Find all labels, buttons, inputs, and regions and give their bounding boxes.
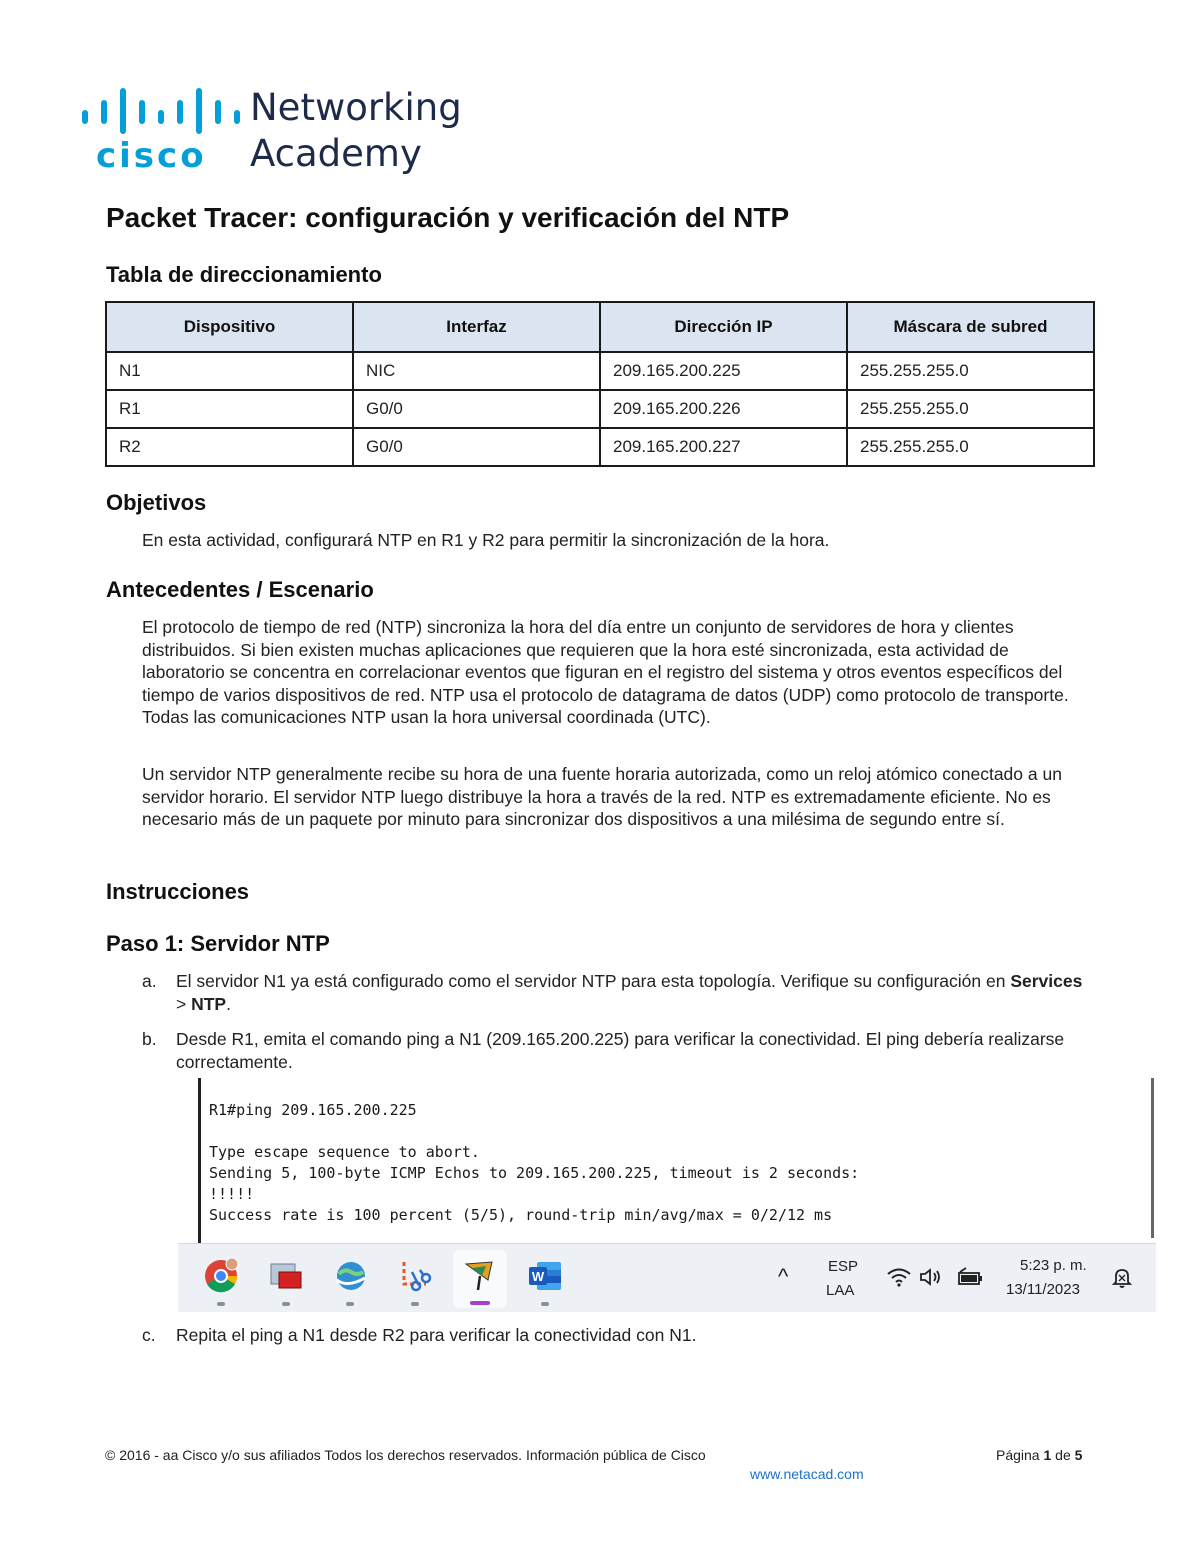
active-app-indicator <box>470 1301 490 1305</box>
table-cell: 255.255.255.0 <box>847 390 1094 428</box>
svg-text:W: W <box>531 1269 545 1284</box>
objectives-heading: Objetivos <box>106 490 207 515</box>
footer-copyright: © 2016 - aa Cisco y/o sus afiliados Todos los derechos reservados. Información pública de Cisco <box>105 1447 706 1463</box>
list-marker: b. <box>142 1029 157 1049</box>
terminal-output: R1#ping 209.165.200.225 Type escape sequence to abort. Sending 5, 100-byte ICMP Echos to 209.165.200.225, timeout is 2 seconds: !!!!! Success rate is 100 percent (5/5), round-trip min/avg/max = 0/2/12 ms <box>209 1101 860 1224</box>
services-label: Services <box>1010 971 1083 991</box>
table-cell: 209.165.200.226 <box>600 390 847 428</box>
table-cell: R1 <box>106 390 353 428</box>
column-header: Dirección IP <box>600 302 847 352</box>
column-header: Máscara de subred <box>847 302 1094 352</box>
cisco-wordmark: cisco <box>96 136 207 176</box>
background-paragraph-1: El protocolo de tiempo de red (NTP) sincroniza la hora del día entre un conjunto de servidores de hora y clientes distribuidos. Si bien existen muchas aplicaciones que requieren que la hora esté sincronizada, esta actividad de laboratorio se concentra en correlacionar eventos que figuran en el registro del sistema y otros eventos específicos del tiempo de varios dispositivos de red. NTP usa el protocolo de datagrama de datos (UDP) como protocolo de transporte. Todas las comunicaciones NTP usan la hora universal coordinada (UTC). <box>142 617 1069 728</box>
cisco-networking-academy-logo <box>82 86 482 182</box>
packet-tracer-icon[interactable] <box>462 1258 498 1294</box>
step-a-text: El servidor N1 ya está configurado como el servidor NTP para esta topología. Verifique su configuración en Services > NTP. <box>176 971 1083 1014</box>
table-row <box>106 352 1094 390</box>
table-cell: 255.255.255.0 <box>847 428 1094 466</box>
background-heading: Antecedentes / Escenario <box>106 577 374 602</box>
table-heading: Tabla de direccionamiento <box>106 262 382 287</box>
background-paragraph-2: Un servidor NTP generalmente recibe su hora de una fuente horaria autorizada, como un reloj atómico conectado a un servidor horario. El servidor NTP luego distribuye la hora a través de la red. NTP es extremadamente eficiente. No es necesario más de un paquete por minuto para sincronizar dos dispositivos a una milésima de segundo entre sí. <box>142 764 1062 830</box>
logo-academy-text: Academy <box>250 132 422 175</box>
clock-time[interactable]: 5:23 p. m. <box>1020 1257 1087 1274</box>
table-row <box>106 390 1094 428</box>
ntp-label: NTP <box>191 993 227 1014</box>
app-indicator <box>217 1302 225 1306</box>
keyboard-layout[interactable]: LAA <box>826 1282 855 1299</box>
document-title: Packet Tracer: configuración y verificación del NTP <box>106 202 790 233</box>
chrome-icon[interactable] <box>203 1258 239 1294</box>
app-indicator <box>541 1302 549 1306</box>
table-cell: NIC <box>353 352 600 390</box>
step-c-text: Repita el ping a N1 desde R2 para verificar la conectividad con N1. <box>176 1325 697 1345</box>
battery-icon[interactable] <box>956 1266 984 1288</box>
notification-bell-icon[interactable] <box>1110 1266 1134 1290</box>
app-indicator <box>346 1302 354 1306</box>
presentation-icon[interactable] <box>268 1258 304 1294</box>
language-code[interactable]: ESP <box>828 1258 859 1275</box>
table-header-row <box>106 302 1094 352</box>
table-cell: R2 <box>106 428 353 466</box>
list-marker: a. <box>142 971 157 991</box>
table-row <box>106 428 1094 466</box>
column-header: Dispositivo <box>106 302 353 352</box>
table-cell: G0/0 <box>353 428 600 466</box>
table-cell: 209.165.200.227 <box>600 428 847 466</box>
logo-networking-text: Networking <box>250 86 462 129</box>
snipping-tool-icon[interactable] <box>398 1258 434 1294</box>
app-indicator <box>411 1302 419 1306</box>
table-cell: 255.255.255.0 <box>847 352 1094 390</box>
table-cell: 209.165.200.225 <box>600 352 847 390</box>
column-header: Interfaz <box>353 302 600 352</box>
network-globe-icon[interactable] <box>333 1258 369 1294</box>
table-cell: G0/0 <box>353 390 600 428</box>
wifi-icon[interactable] <box>886 1266 912 1288</box>
terminal-scrollbar <box>1151 1078 1154 1238</box>
terminal-border <box>198 1078 201 1243</box>
footer-page-number: Página 1 de 5 <box>996 1447 1083 1463</box>
step-1-heading: Paso 1: Servidor NTP <box>106 931 330 956</box>
volume-icon[interactable] <box>918 1266 944 1288</box>
table-cell: N1 <box>106 352 353 390</box>
terminal-screenshot <box>178 1078 1156 1243</box>
clock-date[interactable]: 13/11/2023 <box>1006 1281 1080 1298</box>
step-b-text: Desde R1, emita el comando ping a N1 (209.165.200.225) para verificar la conectividad. El ping debería realizarse correctamente. <box>176 1029 1065 1072</box>
chevron-up-icon[interactable]: ^ <box>778 1264 789 1289</box>
footer-link[interactable]: www.netacad.com <box>750 1466 864 1482</box>
word-icon[interactable] <box>527 1258 563 1294</box>
instructions-heading: Instrucciones <box>106 879 250 904</box>
list-marker: c. <box>142 1325 156 1345</box>
objectives-text: En esta actividad, configurará NTP en R1 y R2 para permitir la sincronización de la hora. <box>142 530 830 550</box>
app-indicator <box>282 1302 290 1306</box>
windows-taskbar <box>178 1243 1156 1312</box>
addressing-table <box>105 301 1095 467</box>
